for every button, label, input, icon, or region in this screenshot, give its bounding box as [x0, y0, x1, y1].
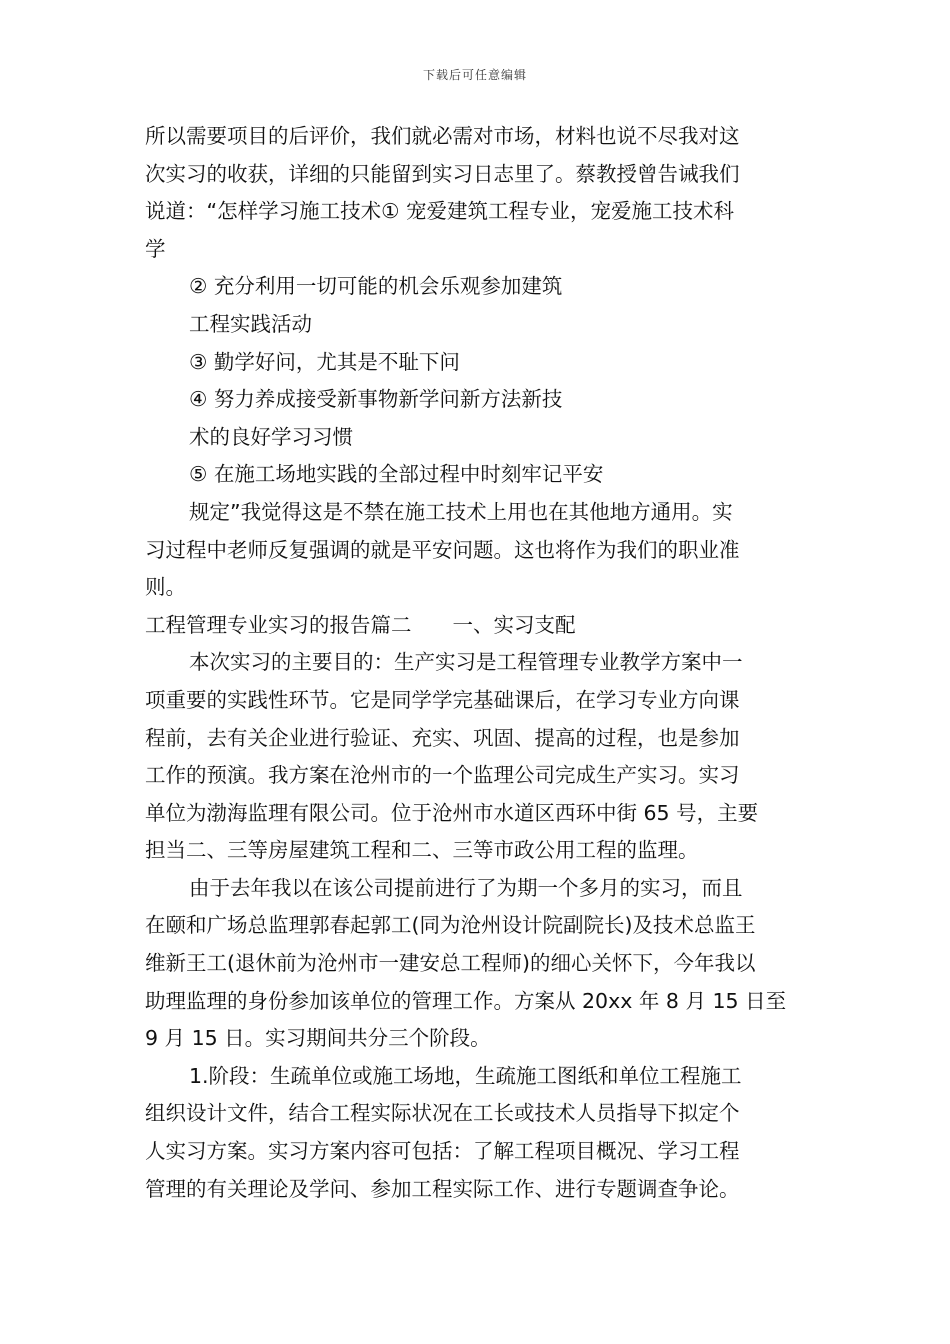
text-line: 说道：“怎样学习施工技术① 宠爱建筑工程专业，宠爱施工技术科	[145, 199, 735, 224]
text-line: 规定”我觉得这是不禁在施工技术上用也在其他地方通用。实	[189, 499, 733, 524]
text-line: 在颐和广场总监理郭春起郭工(同为沧州设计院副院长)及技术总监王	[145, 913, 756, 938]
text-line: 次实习的收获，详细的只能留到实习日志里了。蔡教授曾告诫我们	[145, 161, 740, 186]
text-line: 本次实习的主要目的：生产实习是工程管理专业教学方案中一	[189, 650, 743, 675]
text-line: 组织设计文件，结合工程实际状况在工长或技术人员指导下拟定个	[145, 1101, 740, 1126]
text-line: 工作的预演。我方案在沧州市的一个监理公司完成生产实习。实习	[145, 763, 740, 788]
text-line: 担当二、三等房屋建筑工程和二、三等市政公用工程的监理。	[145, 838, 699, 863]
section-heading: 工程管理专业实习的报告篇二 一、实习支配	[145, 612, 576, 637]
text-line: 1.阶段：生疏单位或施工场地，生疏施工图纸和单位工程施工	[189, 1063, 742, 1088]
text-line: 人实习方案。实习方案内容可包括：了解工程项目概况、学习工程	[145, 1139, 740, 1164]
text-line: 9 月 15 日。实习期间共分三个阶段。	[145, 1026, 491, 1051]
text-line: 所以需要项目的后评价，我们就必需对市场，材料也说不尽我对这	[145, 124, 740, 148]
text-line: 项重要的实践性环节。它是同学学完基础课后，在学习专业方向课	[145, 687, 740, 712]
page-header: 下载后可任意编辑	[422, 68, 527, 82]
text-line: 工程实践活动	[189, 311, 312, 336]
text-line: 由于去年我以在该公司提前进行了为期一个多月的实习，而且	[189, 875, 743, 900]
list-item: ⑤ 在施工场地实践的全部过程中时刻牢记平安	[189, 462, 604, 487]
list-item: ② 充分利用一切可能的机会乐观参加建筑	[189, 274, 563, 299]
text-line: 习过程中老师反复强调的就是平安问题。这也将作为我们的职业准	[145, 537, 740, 562]
document-body	[145, 118, 810, 1208]
text-line: 助理监理的身份参加该单位的管理工作。方案从 20xx 年 8 月 15 日至	[145, 988, 787, 1013]
text-line: 程前，去有关企业进行验证、充实、巩固、提高的过程，也是参加	[145, 725, 740, 750]
text-line: 学	[145, 236, 166, 261]
list-item: ④ 努力养成接受新事物新学问新方法新技	[189, 387, 563, 412]
text-line: 维新王工(退休前为沧州市一建安总工程师)的细心关怀下，今年我以	[145, 951, 756, 976]
list-item: ③ 勤学好问，尤其是不耻下问	[189, 349, 460, 374]
text-line: 术的良好学习习惯	[189, 424, 353, 449]
text-line: 管理的有关理论及学问、参加工程实际工作、进行专题调查争论。	[145, 1176, 740, 1201]
text-line: 单位为渤海监理有限公司。位于沧州市水道区西环中街 65 号，主要	[145, 800, 759, 825]
text-line: 则。	[145, 575, 186, 600]
